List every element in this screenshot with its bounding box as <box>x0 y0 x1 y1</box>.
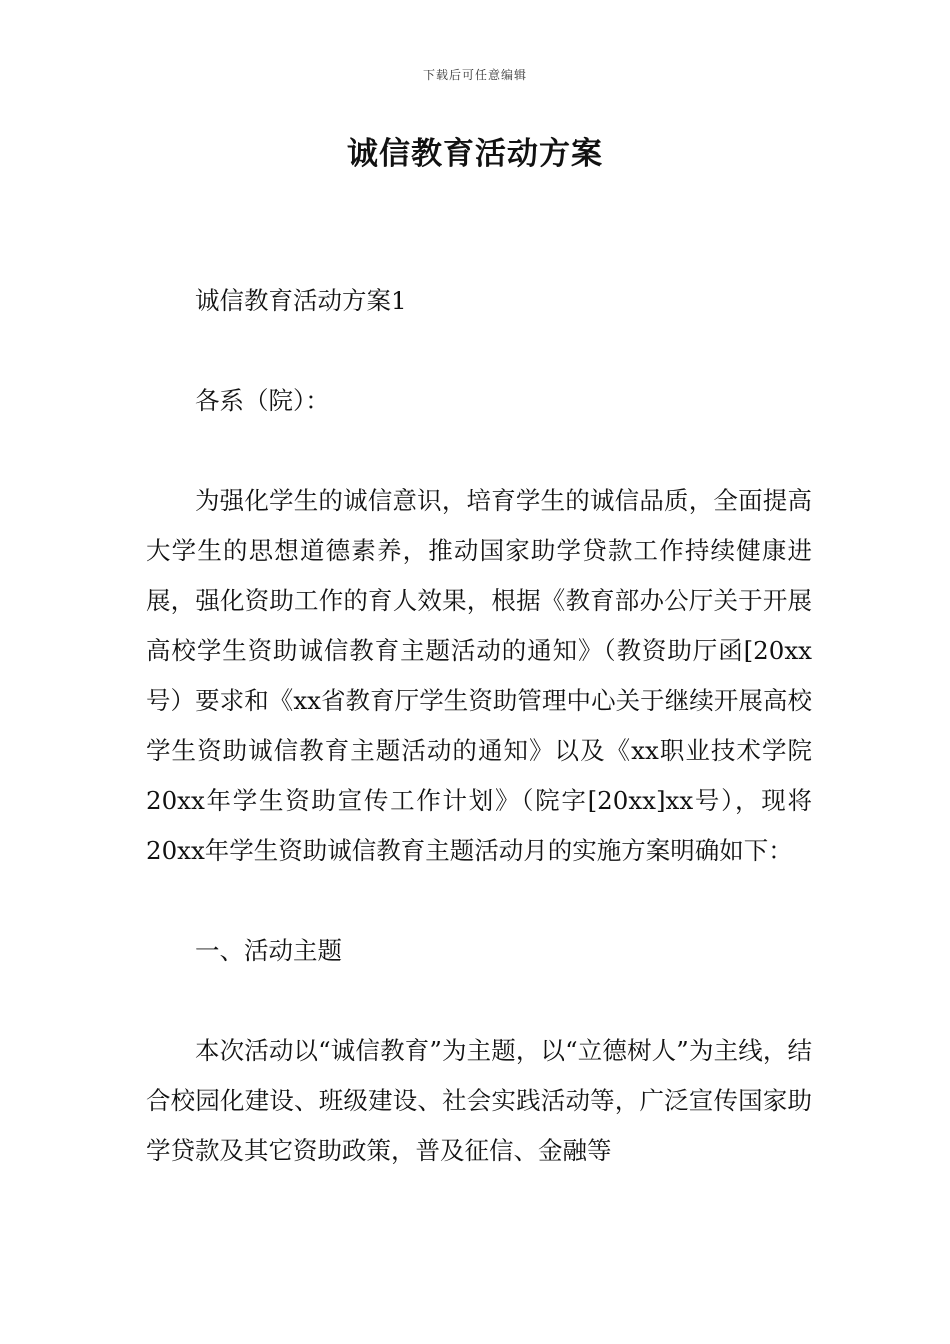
spacer <box>146 976 812 1026</box>
intro-paragraph: 为强化学生的诚信意识，培育学生的诚信品质，全面提高大学生的思想道德素养，推动国家助学贷款工作持续健康进展，强化资助工作的育人效果，根据《教育部办公厅关于开展高校学生资助诚信教育主题活动的通知》（教资助厅函[20xx号）要求和《xx省教育厅学生资助管理中心关于继续开展高校学生资助诚信教育主题活动的通知》以及《xx职业技术学院20xx年学生资助宣传工作计划》（院字[20xx]xx号），现将20xx年学生资助诚信教育主题活动月的实施方案明确如下： <box>146 486 812 865</box>
spacer <box>146 876 812 926</box>
spacer <box>146 326 812 376</box>
salutation: 各系（院）： <box>195 386 330 415</box>
header-note: 下载后可任意编辑 <box>422 68 527 82</box>
heading-activity-theme: 一、活动主题 <box>195 936 342 965</box>
document-title: 诚信教育活动方案 <box>347 136 603 172</box>
section-title: 诚信教育活动方案1 <box>195 286 407 315</box>
document-body <box>146 276 812 1176</box>
spacer <box>146 426 812 476</box>
theme-paragraph: 本次活动以“诚信教育”为主题，以“立德树人”为主线，结合校园化建设、班级建设、社会实践活动等，广泛宣传国家助学贷款及其它资助政策，普及征信、金融等 <box>146 1036 812 1165</box>
